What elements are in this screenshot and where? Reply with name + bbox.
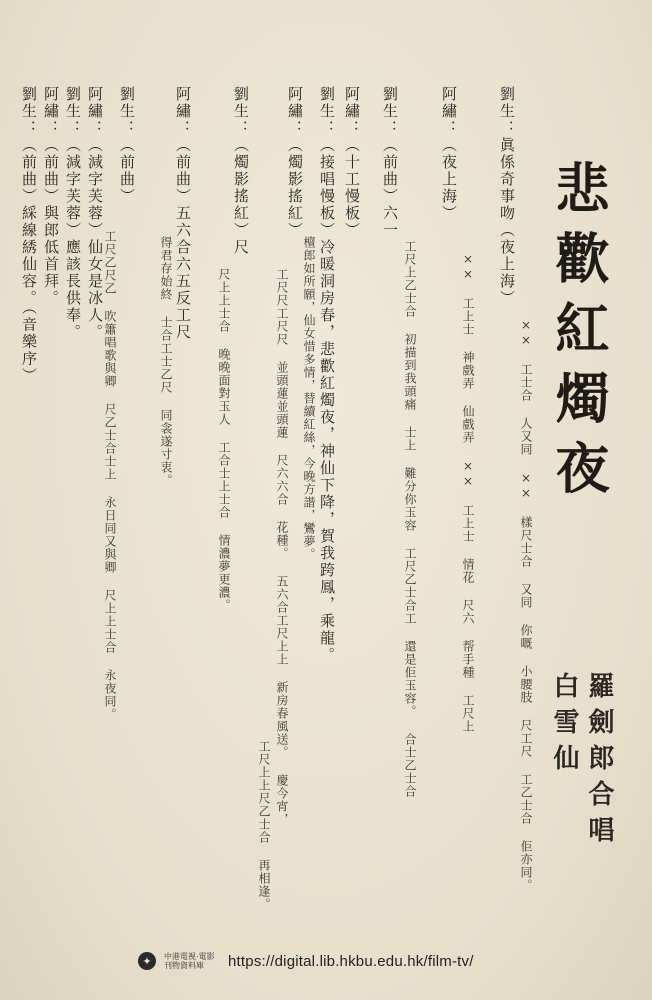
lyric-line: 劉生：（接唱慢板）冷暖洞房春，悲歡紅燭夜，神仙下降，賀我跨鳳，乘龍。 [318,86,336,664]
notation-column: 工尺乙尺乙 吹簫唱歌與卿 尺乙士合士上 永日同又與卿 尺上上士合 永夜同。 [103,230,117,721]
lyric-line: 劉生：（前曲）綵線綉仙容。（音樂序） [20,86,38,385]
archive-watermark [138,952,474,970]
lyric-line: 阿繡：（夜上海） [440,86,458,222]
lyric-line: 阿繡：（減字芙蓉）仙女是冰人。 [86,86,104,341]
notation-column: 尺上上士合 晚晚面對玉人 工合士上士合 情濃夢更濃。 [217,268,231,612]
notation-column: 得君存始終 士合工士乙尺 同衾遂寸衷。 [159,236,173,487]
notation-column: ×× 工士合 人又同 ×× 樣尺士合 又同 你嘅 小腰肢 尺工尺 工乙士合 佢亦同。 [519,318,533,892]
lyric-line: 劉生：眞係奇事吻（夜上海） [498,86,516,307]
lyric-line: 阿繡：（燭影搖紅） [286,86,304,239]
lyric-line: 劉生：（減字芙蓉）應該長供奉。 [64,86,82,341]
lyric-line: 劉生：（燭影搖紅）尺 [232,86,250,256]
lyric-line: 劉生：（前曲）六一 [381,86,399,239]
notation-column: 檀郎如所願，仙女惜多情，替續紅絲，今晚方諧，鸞夢。 [302,236,316,561]
lyric-line: 阿繡：（前曲）五六合六五反工尺 [174,86,192,341]
notation-column: ×× 工上士 神戲弄 仙戲弄 ×× 工上士 情花 尺六 帮手種 工尺上 [461,252,475,733]
lyric-line: 劉生：（前曲） [118,86,136,205]
archive-org-name: 中港電視·電影 刊物資料庫 [164,952,215,970]
lyric-line: 阿繡：（前曲）與郎低首拜。 [42,86,60,307]
lyric-line: 阿繡：（十工慢板） [343,86,361,239]
archive-url[interactable]: https://digital.lib.hkbu.edu.hk/film-tv/ [228,952,474,970]
notation-column: 工尺尺工尺尺 並頭蓮並頭蓮 尺六六合 花種。 五六合工尺上上 新房春風送。 慶今宵， [275,268,289,826]
notation-column: 工尺上乙士合 初描到我頭痛 士上 難分你玉容 工尺乙士合工 還是佢玉容。 合士乙士合 [403,240,417,798]
archive-logo-icon: ✦ [138,952,156,970]
song-title: 悲歡紅燭夜 [547,160,611,510]
singer-name: 白雪仙 [549,672,579,780]
notation-column: 工尺上上尺乙士合 再相逢。 [257,740,271,911]
singer-credit: 羅劍郎合唱 [584,672,614,852]
